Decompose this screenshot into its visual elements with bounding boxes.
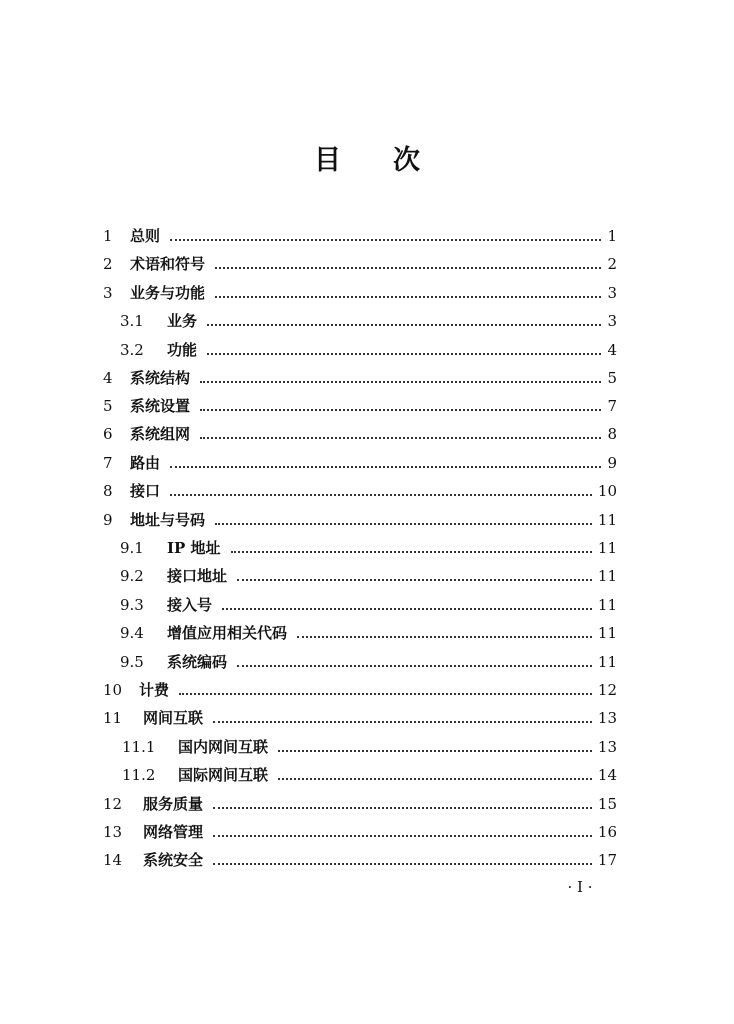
toc-entry-label: 计费 (139, 681, 170, 699)
toc-entry-8[interactable] (103, 479, 617, 503)
dot-leader (200, 422, 601, 446)
dot-leader (170, 224, 601, 248)
toc-entry-number: 3.2 (120, 341, 144, 359)
dot-leader (215, 252, 601, 276)
toc-entry-page: 14 (597, 766, 617, 784)
toc-entry-number: 14 (103, 851, 123, 869)
toc-entry-number: 6 (103, 425, 113, 443)
dot-leader (278, 763, 592, 787)
toc-entry-9-5[interactable] (120, 650, 617, 674)
toc-entry-label: 总则 (130, 227, 161, 245)
toc-entry-page: 1 (607, 227, 617, 245)
dot-leader (179, 678, 592, 702)
toc-entry-page: 11 (597, 624, 617, 642)
toc-entry-label: 国际网间互联 (178, 766, 269, 784)
toc-entry-number: 11.2 (122, 766, 156, 784)
toc-entry-page: 15 (597, 795, 617, 813)
dot-leader (207, 309, 601, 333)
toc-entry-page: 11 (597, 653, 617, 671)
toc-entry-page: 3 (607, 312, 617, 330)
toc-entry-12[interactable] (103, 792, 617, 816)
toc-entry-9[interactable] (103, 508, 617, 532)
dot-leader (222, 593, 592, 617)
toc-entry-9-2[interactable] (120, 564, 617, 588)
toc-entry-10[interactable] (103, 678, 617, 702)
toc-entry-page: 5 (607, 369, 617, 387)
toc-entry-11[interactable] (103, 706, 617, 730)
toc-entry-label: 术语和符号 (130, 255, 206, 273)
toc-entry-14[interactable] (103, 848, 617, 872)
page-number-footer: · I · (567, 878, 593, 896)
toc-entry-13[interactable] (103, 820, 617, 844)
toc-entry-number: 7 (103, 454, 113, 472)
toc-entry-label: 路由 (130, 454, 161, 472)
toc-entry-page: 3 (607, 284, 617, 302)
toc-entry-page: 11 (597, 596, 617, 614)
toc-entry-page: 8 (607, 425, 617, 443)
toc-entry-label: IP 地址 (167, 539, 221, 557)
dot-leader (231, 536, 592, 560)
toc-entry-number: 9.5 (120, 653, 144, 671)
toc-entry-page: 10 (597, 482, 617, 500)
toc-entry-number: 1 (103, 227, 113, 245)
toc-entry-label: 业务与功能 (130, 284, 206, 302)
toc-entry-4[interactable] (103, 366, 617, 390)
page-title (0, 138, 734, 177)
toc-entry-page: 4 (607, 341, 617, 359)
toc-entry-number: 11 (103, 709, 123, 727)
toc-entry-6[interactable] (103, 422, 617, 446)
dot-leader (213, 820, 592, 844)
dot-leader (213, 706, 592, 730)
toc-entry-page: 11 (597, 567, 617, 585)
toc-entry-label: 系统组网 (130, 425, 191, 443)
toc-entry-number: 13 (103, 823, 123, 841)
toc-entry-number: 9.4 (120, 624, 144, 642)
toc-entry-page: 11 (597, 539, 617, 557)
toc-entry-number: 12 (103, 795, 123, 813)
toc-entry-label: 服务质量 (143, 795, 204, 813)
toc-entry-3[interactable] (103, 281, 617, 305)
toc-entry-9-4[interactable] (120, 621, 617, 645)
toc-entry-label: 系统设置 (130, 397, 191, 415)
toc-entry-7[interactable] (103, 451, 617, 475)
dot-leader (170, 451, 601, 475)
toc-entry-9-3[interactable] (120, 593, 617, 617)
toc-entry-label: 业务 (167, 312, 198, 330)
toc-entry-page: 9 (607, 454, 617, 472)
toc-entry-label: 接入号 (167, 596, 213, 614)
toc-entry-page: 7 (607, 397, 617, 415)
toc-entry-number: 4 (103, 369, 113, 387)
toc-entry-number: 11.1 (122, 738, 156, 756)
toc-entry-number: 3 (103, 284, 113, 302)
toc-entry-label: 功能 (167, 341, 198, 359)
toc-entry-page: 12 (597, 681, 617, 699)
toc-entry-label: 系统编码 (167, 653, 228, 671)
toc-entry-number: 9.1 (120, 539, 144, 557)
toc-entry-5[interactable] (103, 394, 617, 418)
toc-entry-number: 9.2 (120, 567, 144, 585)
dot-leader (170, 479, 592, 503)
toc-entry-label: 增值应用相关代码 (167, 624, 288, 642)
toc-entry-page: 11 (597, 511, 617, 529)
toc-entry-number: 5 (103, 397, 113, 415)
toc-entry-number: 2 (103, 255, 113, 273)
toc-entry-number: 3.1 (120, 312, 144, 330)
title-char-2: 次 (393, 145, 420, 176)
toc-entry-label: 地址与号码 (130, 511, 206, 529)
toc-entry-page: 13 (597, 709, 617, 727)
toc-entry-number: 9.3 (120, 596, 144, 614)
dot-leader (278, 735, 592, 759)
toc-entry-label: 系统结构 (130, 369, 191, 387)
toc-entry-page: 16 (597, 823, 617, 841)
toc-entry-number: 9 (103, 511, 113, 529)
dot-leader (213, 848, 592, 872)
dot-leader (200, 366, 601, 390)
toc-entry-page: 17 (597, 851, 617, 869)
toc-entry-label: 网络管理 (143, 823, 204, 841)
toc-entry-label: 接口地址 (167, 567, 228, 585)
toc-entry-label: 接口 (130, 482, 161, 500)
toc-entry-label: 网间互联 (143, 709, 204, 727)
dot-leader (200, 394, 601, 418)
toc-entry-label: 国内网间互联 (178, 738, 269, 756)
toc-entry-9-1[interactable] (120, 536, 617, 560)
dot-leader (207, 338, 601, 362)
toc-entry-1[interactable] (103, 224, 617, 248)
toc-entry-11-2[interactable] (122, 763, 617, 787)
dot-leader (237, 564, 592, 588)
title-char-1: 目 (314, 145, 341, 176)
toc-entry-page: 2 (607, 255, 617, 273)
dot-leader (297, 621, 592, 645)
dot-leader (213, 792, 592, 816)
toc-entry-number: 10 (103, 681, 123, 699)
toc-entry-3-2[interactable] (120, 338, 617, 362)
toc-entry-page: 13 (597, 738, 617, 756)
dot-leader (237, 650, 592, 674)
toc-entry-2[interactable] (103, 252, 617, 276)
toc-entry-number: 8 (103, 482, 113, 500)
toc-entry-11-1[interactable] (122, 735, 617, 759)
dot-leader (215, 508, 592, 532)
dot-leader (215, 281, 601, 305)
toc-entry-3-1[interactable] (120, 309, 617, 333)
toc-entry-label: 系统安全 (143, 851, 204, 869)
